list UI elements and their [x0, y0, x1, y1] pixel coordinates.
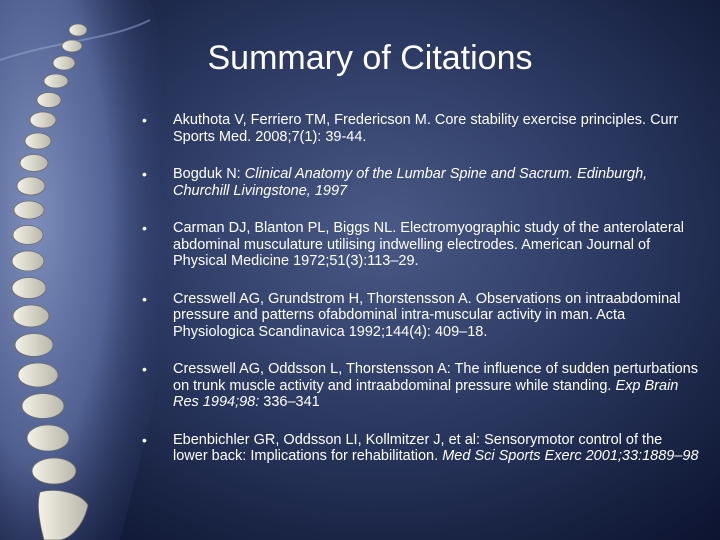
- citation-text: Ebenbichler GR, Oddsson LI, Kollmitzer J, et al: Sensorymotor control of the lower back: Implications for rehabilitation.: [173, 431, 663, 464]
- citation-text: Cresswell AG, Grundstrom H, Thorstensson A. Observations on intraabdominal pressure and patterns ofabdominal intra-muscular activity in man. Acta Physiologica Scandinavica 1992;144(4): 409–18.: [173, 290, 681, 340]
- citation-item: [140, 432, 700, 465]
- citation-list: [140, 112, 700, 465]
- citation-item: [140, 166, 700, 199]
- slide-title: Summary of Citations: [207, 39, 533, 77]
- citation-italic: Med Sci Sports Exerc 2001;33:1889–98: [442, 448, 699, 464]
- citation-text: Carman DJ, Blanton PL, Biggs NL. Electromyographic study of the anterolateral abdominal musculature utilising indwelling electrodes. American Journal of Physical Medicine 1972;51(3):113–29.: [173, 220, 684, 269]
- citation-italic: Exp Brain Res 1994;98:: [173, 377, 679, 410]
- citation-italic: Clinical Anatomy of the Lumbar Spine and Sacrum. Edinburgh, Churchill Livingstone, 1997: [173, 166, 648, 199]
- citation-text: Akuthota V, Ferriero TM, Fredericson M. Core stability exercise principles. Curr Sports Med. 2008;7(1): 39-44.: [173, 112, 679, 145]
- citation-text: Cresswell AG, Oddsson L, Thorstensson A: The influence of sudden perturbations on trunk muscle activity and intraabdominal pressure while standing.: [173, 361, 698, 394]
- citation-tail: 336–341: [259, 394, 320, 410]
- citation-item: [140, 361, 700, 411]
- citation-item: [140, 112, 700, 145]
- citation-item: [140, 291, 700, 341]
- citation-item: [140, 220, 700, 270]
- citation-text: Bogduk N:: [173, 166, 245, 182]
